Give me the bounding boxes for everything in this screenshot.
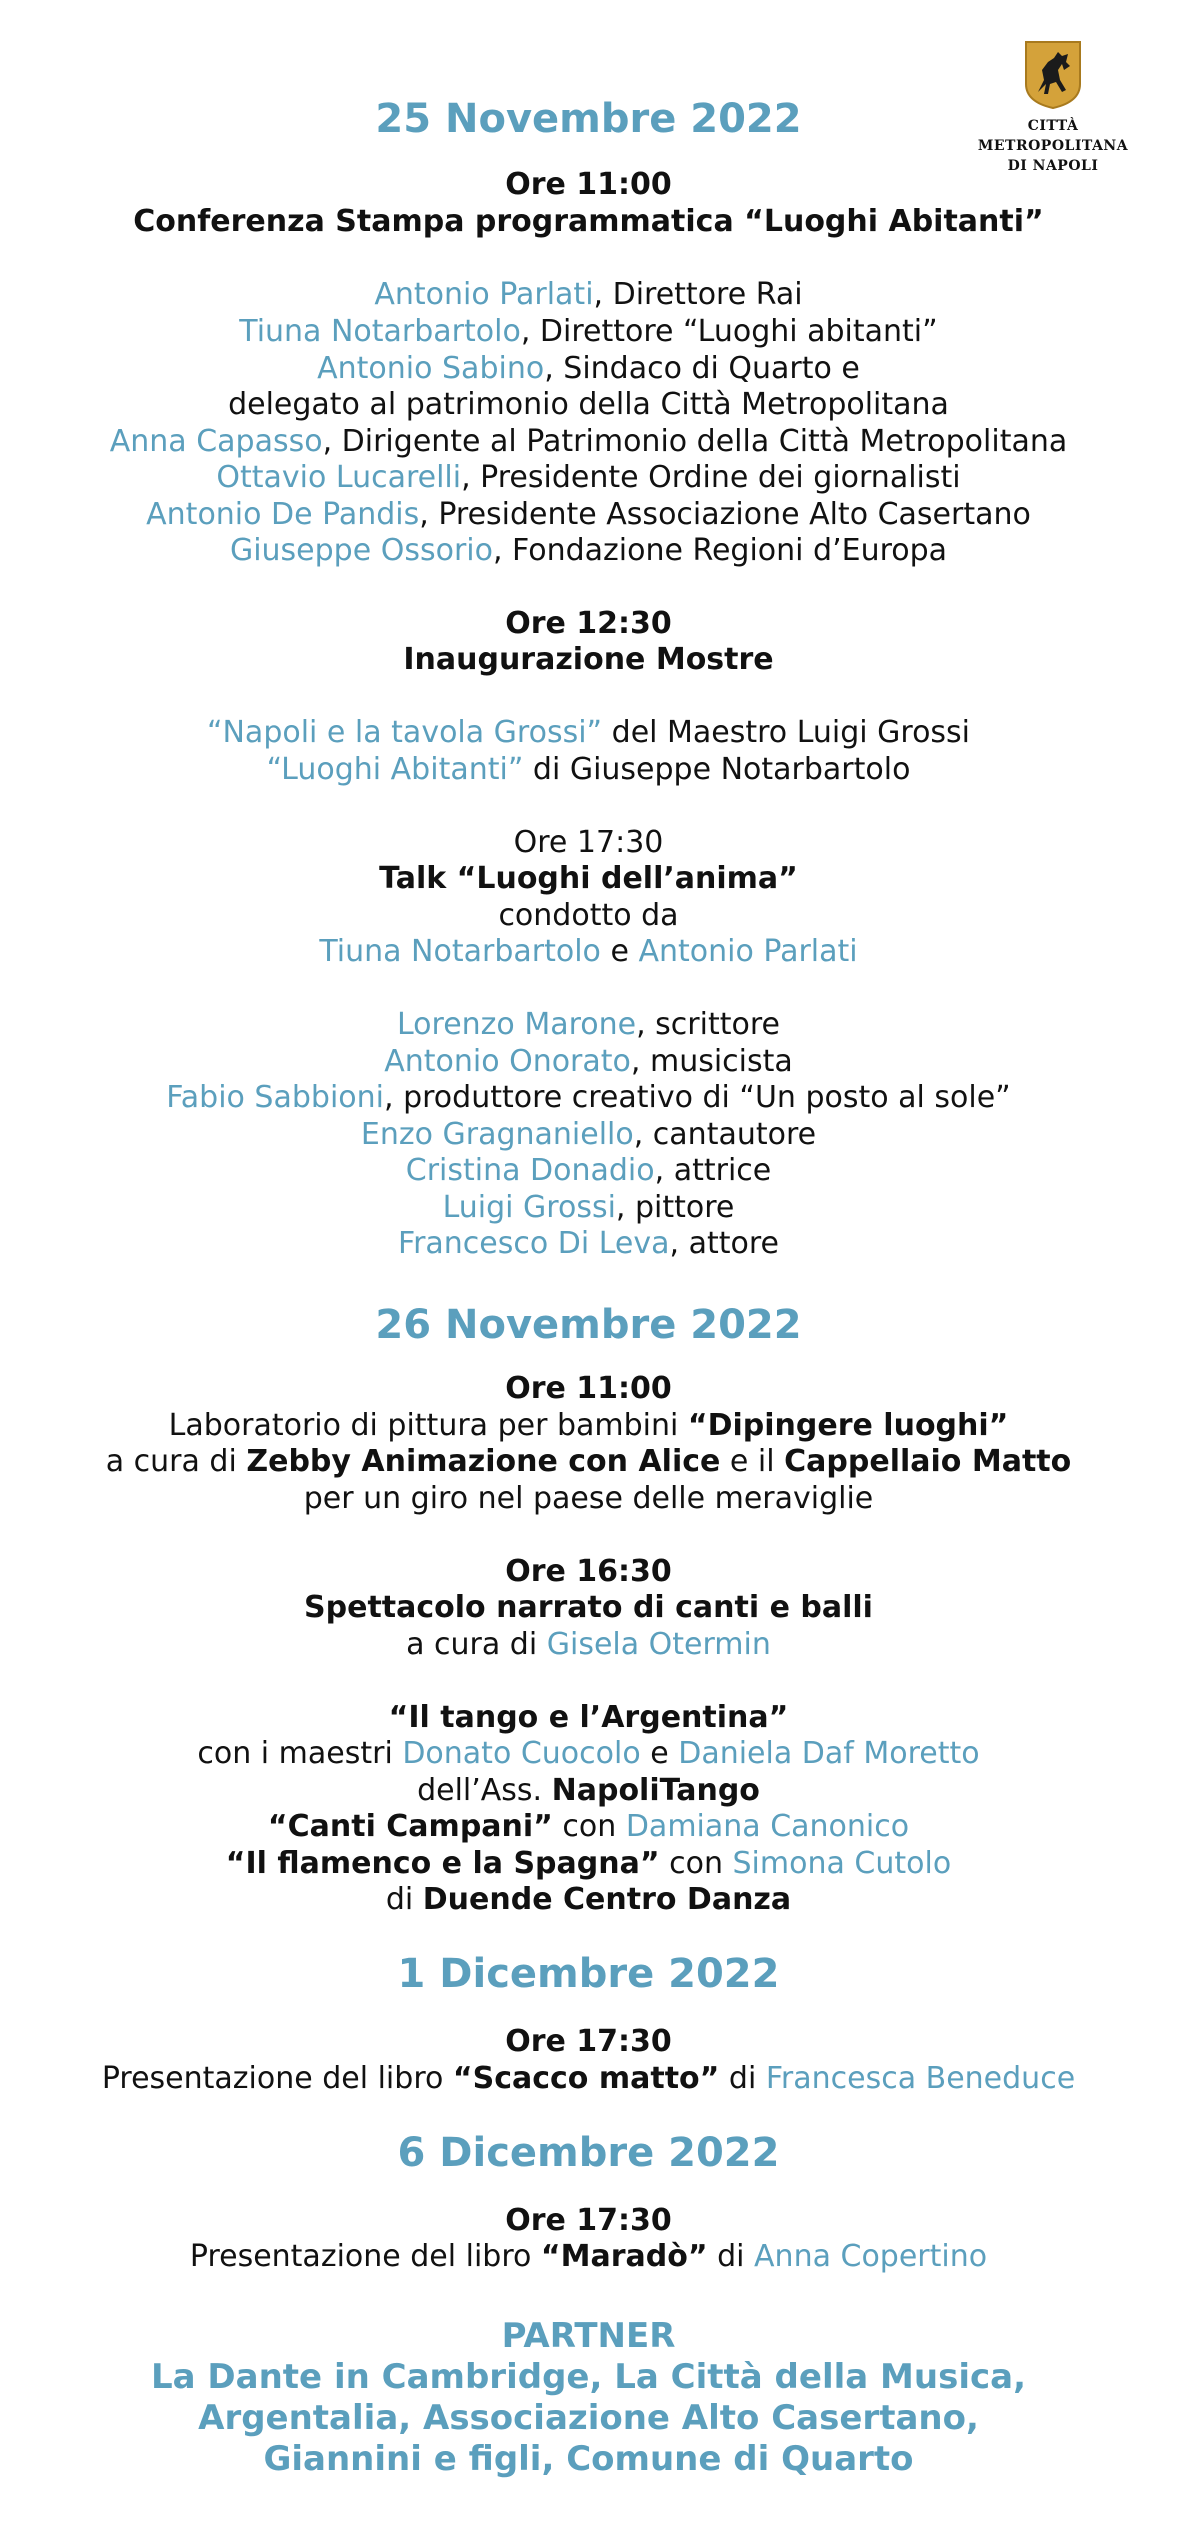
text-fragment: di (719, 2061, 766, 2096)
organizer-name: Cappellaio Matto (784, 1444, 1072, 1479)
day2-ev1-line3: per un giro nel paese delle meraviglie (303, 1481, 874, 1516)
text-fragment: di (385, 1882, 423, 1917)
book-title: “Maradò” (540, 2239, 708, 2274)
author-name: Francesca Beneduce (765, 2061, 1076, 2096)
guest-role: , attore (669, 1226, 779, 1261)
talk-hosts (0, 933, 1177, 971)
duende-line (0, 1881, 1177, 1919)
speaker-line (0, 276, 1177, 314)
text-fragment: con i maestri (197, 1736, 403, 1771)
guest-name: Antonio Onorato (384, 1044, 631, 1079)
date-heading-day1: 25 Novembre 2022 (375, 96, 802, 142)
text-fragment: e (640, 1736, 679, 1771)
guest-role: , musicista (630, 1044, 793, 1079)
day1-ev1-title: Conferenza Stampa programmatica “Luoghi Abitanti” (133, 204, 1044, 239)
speaker-role: , Presidente Associazione Alto Casertano (419, 497, 1031, 532)
day1-ev1-time: Ore 11:00 (505, 167, 672, 202)
text-fragment: Presentazione del libro (101, 2061, 453, 2096)
day2-ev2-time: Ore 16:30 (505, 1554, 672, 1589)
guest-name: Fabio Sabbioni (166, 1080, 384, 1115)
day2-ev2-title: Spettacolo narrato di canti e balli (304, 1590, 873, 1625)
day3-time: Ore 17:30 (505, 2024, 672, 2059)
day2-ev1-time: Ore 11:00 (505, 1371, 672, 1406)
date-heading-day2: 26 Novembre 2022 (375, 1302, 802, 1348)
association-name: NapoliTango (551, 1773, 760, 1808)
logo-org-line2: DI NAPOLI (1007, 158, 1099, 174)
master-name: Daniela Daf Moretto (678, 1736, 980, 1771)
guest-line (0, 1225, 1177, 1263)
partner-line: Argentalia, Associazione Alto Casertano, (198, 2398, 979, 2438)
exhibit-line (0, 714, 1177, 752)
day2-ev1-line2 (0, 1443, 1177, 1481)
text-fragment: e il (720, 1444, 785, 1479)
dance-school-name: Duende Centro Danza (422, 1882, 792, 1917)
partner-line: Giannini e figli, Comune di Quarto (263, 2439, 914, 2479)
performer-name: Damiana Canonico (625, 1809, 910, 1844)
book-title: “Scacco matto” (452, 2061, 720, 2096)
tango-title: “Il tango e l’Argentina” (388, 1700, 789, 1735)
guest-line (0, 1006, 1177, 1044)
guest-name: Luigi Grossi (442, 1190, 616, 1225)
speaker-role: delegato al patrimonio della Città Metropolitana (228, 387, 949, 422)
speaker-line (0, 459, 1177, 497)
exhibit-author: del Maestro Luigi Grossi (602, 715, 971, 750)
text-fragment: a cura di (105, 1444, 247, 1479)
text-fragment: di (707, 2239, 755, 2274)
text-fragment: dell’Ass. (417, 1773, 552, 1808)
day4-time: Ore 17:30 (505, 2203, 672, 2238)
text-fragment: con (659, 1846, 733, 1881)
speaker-role: , Direttore “Luoghi abitanti” (520, 314, 938, 349)
speaker-name: Tiuna Notarbartolo (239, 314, 521, 349)
flamenco-line (0, 1845, 1177, 1883)
organizer-name: Zebby Animazione con Alice (246, 1444, 721, 1479)
day1-ev3-time: Ore 17:30 (513, 825, 664, 860)
guest-line (0, 1189, 1177, 1227)
guest-name: Enzo Gragnaniello (360, 1117, 634, 1152)
show-title: “Il flamenco e la Spagna” (225, 1846, 660, 1881)
day2-ev2-curator (0, 1626, 1177, 1664)
guest-name: Francesco Di Leva (398, 1226, 670, 1261)
day3-book-line (0, 2060, 1177, 2098)
speaker-name: Giuseppe Ossorio (229, 533, 493, 568)
day1-ev2-title: Inaugurazione Mostre (403, 642, 774, 677)
speaker-line (0, 350, 1177, 388)
speaker-role: , Dirigente al Patrimonio della Città Metropolitana (322, 424, 1068, 459)
guest-role: , pittore (615, 1190, 735, 1225)
speaker-role: , Sindaco di Quarto e (544, 351, 860, 386)
guest-name: Lorenzo Marone (397, 1007, 637, 1042)
day1-ev2-time: Ore 12:30 (505, 606, 672, 641)
guest-role: , scrittore (636, 1007, 780, 1042)
speaker-line (0, 386, 1177, 424)
host-name: Tiuna Notarbartolo (319, 934, 601, 969)
text-fragment: Presentazione del libro (189, 2239, 541, 2274)
show-title: “Canti Campani” (267, 1809, 553, 1844)
speaker-name: Antonio Parlati (374, 277, 594, 312)
exhibit-name: “Luoghi Abitanti” (266, 752, 524, 787)
logo-org-line1: CITTÀ METROPOLITANA (977, 118, 1129, 154)
workshop-title: “Dipingere luoghi” (687, 1408, 1009, 1443)
date-heading-day3: 1 Dicembre 2022 (397, 1951, 780, 1997)
canti-line (0, 1808, 1177, 1846)
date-heading-day4: 6 Dicembre 2022 (397, 2130, 780, 2176)
exhibit-name: “Napoli e la tavola Grossi” (206, 715, 603, 750)
exhibit-line (0, 751, 1177, 789)
day2-ev1-line1 (0, 1407, 1177, 1445)
text-fragment: con (552, 1809, 626, 1844)
speaker-line (0, 423, 1177, 461)
speaker-name: Antonio Sabino (317, 351, 545, 386)
master-name: Donato Cuocolo (402, 1736, 641, 1771)
author-name: Anna Copertino (754, 2239, 988, 2274)
speaker-name: Ottavio Lucarelli (216, 460, 462, 495)
speaker-line (0, 313, 1177, 351)
conjunction: e (600, 934, 639, 969)
speaker-name: Anna Capasso (109, 424, 323, 459)
partner-label: PARTNER (501, 2316, 676, 2356)
text-fragment: a cura di (406, 1627, 547, 1662)
tango-masters (0, 1735, 1177, 1773)
guest-line (0, 1043, 1177, 1081)
exhibit-author: di Giuseppe Notarbartolo (523, 752, 911, 787)
speaker-role: , Presidente Ordine dei giornalisti (461, 460, 961, 495)
speaker-line (0, 532, 1177, 570)
speaker-name: Antonio De Pandis (146, 497, 420, 532)
guest-role: , cantautore (633, 1117, 817, 1152)
guest-name: Cristina Donadio (405, 1153, 655, 1188)
tango-association (0, 1772, 1177, 1810)
performer-name: Simona Cutolo (732, 1846, 952, 1881)
guest-role: , produttore creativo di “Un posto al sole” (384, 1080, 1011, 1115)
host-name: Antonio Parlati (638, 934, 858, 969)
curator-name: Gisela Otermin (546, 1627, 771, 1662)
guest-line (0, 1079, 1177, 1117)
day4-book-line (0, 2238, 1177, 2276)
guest-role: , attrice (654, 1153, 772, 1188)
speaker-role: , Direttore Rai (593, 277, 803, 312)
partner-line: La Dante in Cambridge, La Città della Musica, (150, 2357, 1026, 2397)
speaker-line (0, 496, 1177, 534)
guest-line (0, 1152, 1177, 1190)
speaker-role: , Fondazione Regioni d’Europa (492, 533, 948, 568)
day1-ev3-title: Talk “Luoghi dell’anima” (379, 861, 798, 896)
text-fragment: Laboratorio di pittura per bambini (168, 1408, 688, 1443)
day1-ev3-led: condotto da (498, 898, 679, 933)
guest-line (0, 1116, 1177, 1154)
